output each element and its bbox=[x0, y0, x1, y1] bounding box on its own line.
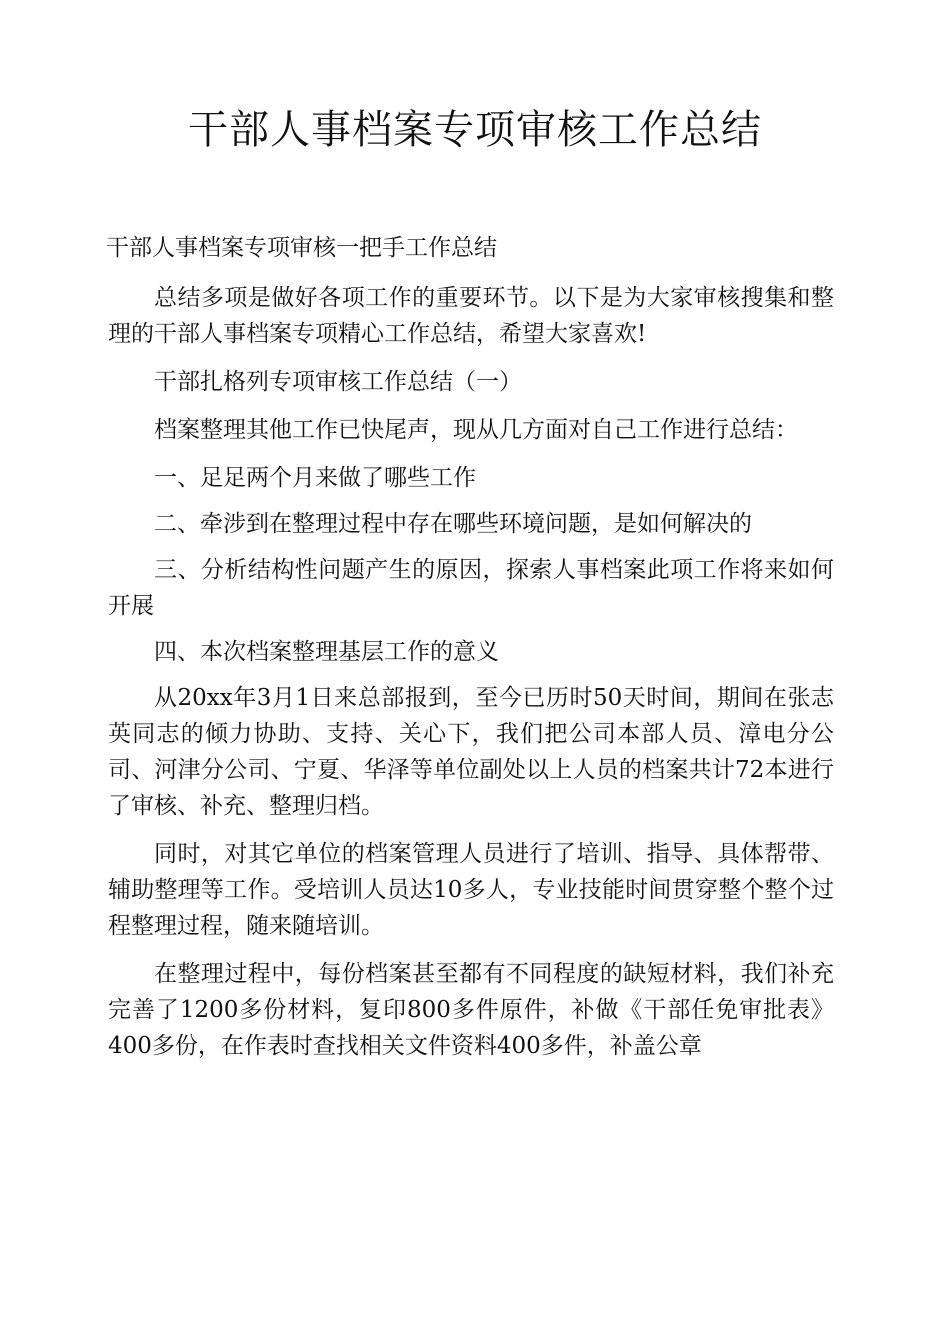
list-item-4: 四、本次档案整理基层工作的意义 bbox=[154, 639, 499, 665]
document-body bbox=[108, 230, 834, 1076]
paragraph-materials: 在整理过程中，每份档案甚至都有不同程度的缺短材料，我们补充完善了1200多份材料，复印800多件原件，补做《干部任免审批表》400多份，在作表时查找相关文件资料400多件，补盖公章 bbox=[108, 961, 834, 1059]
list-item-2: 二、牵涉到在整理过程中存在哪些环境问题，是如何解决的 bbox=[154, 511, 752, 537]
document-subtitle: 干部人事档案专项审核一把手工作总结 bbox=[106, 235, 497, 261]
paragraph-intro: 总结多项是做好各项工作的重要环节。以下是为大家审核搜集和整理的干部人事档案专项精心工作总结，希望大家喜欢! bbox=[108, 285, 834, 347]
paragraph-work-report: 从20xx年3月1日来总部报到，至今已历时50天时间，期间在张志英同志的倾力协助、支持、关心下，我们把公司本部人员、漳电分公司、河津分公司、宁夏、华泽等单位副处以上人员的档案共计72本进行了审核、补充、整理归档。 bbox=[108, 685, 834, 819]
list-item-1: 一、足足两个月来做了哪些工作 bbox=[154, 465, 476, 491]
paragraph-training: 同时，对其它单位的档案管理人员进行了培训、指导、具体帮带、辅助整理等工作。受培训人员达10多人，专业技能时间贯穿整个整个过程整理过程，随来随培训。 bbox=[108, 841, 834, 939]
document-title: 干部人事档案专项审核工作总结 bbox=[188, 107, 762, 153]
paragraph-summary-lead: 档案整理其他工作已快尾声，现从几方面对自己工作进行总结： bbox=[154, 417, 798, 443]
list-item-3: 三、分析结构性问题产生的原因，探索人事档案此项工作将来如何开展 bbox=[108, 557, 834, 619]
section-heading: 干部扎格列专项审核工作总结（一） bbox=[154, 369, 522, 395]
